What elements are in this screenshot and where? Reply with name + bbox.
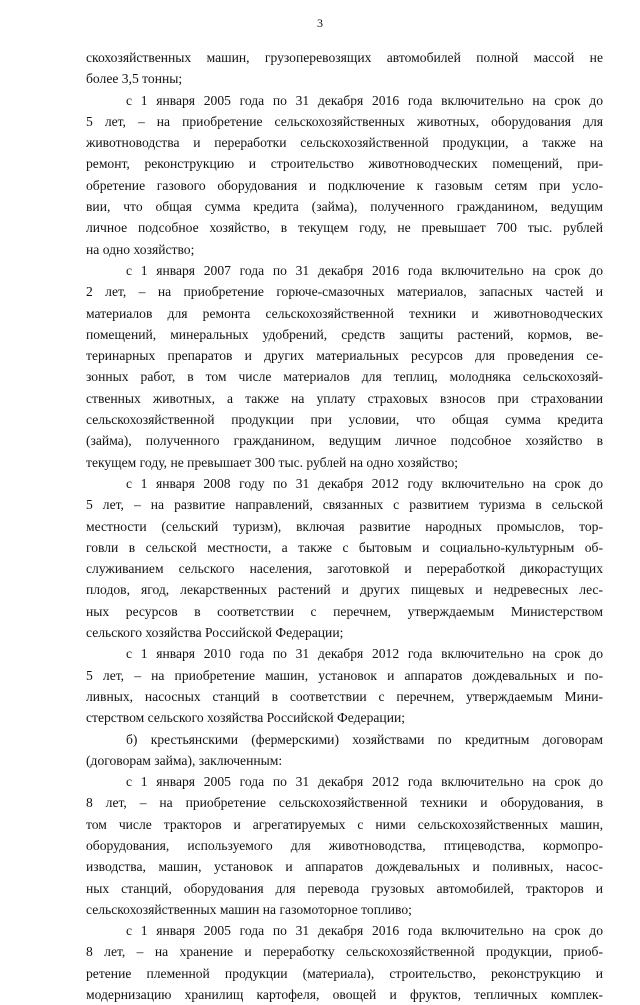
text-line: том числе тракторов и агрегатируемых с ними сельскохозяйственных машин,	[86, 816, 603, 832]
text-line: личное подсобное хозяйство, в текущем году, не превышает 700 тыс. рублей	[86, 220, 603, 236]
text-line: 2 лет, – на приобретение горюче-смазочных материалов, запасных частей и	[86, 284, 603, 300]
text-line: говли в сельской местности, а также с бытовым и социально-культурным об-	[86, 539, 603, 555]
text-line: более 3,5 тонны;	[86, 71, 183, 87]
text-line: с 1 января 2010 года по 31 декабря 2012 года включительно на срок до	[126, 646, 603, 662]
text-line: (займа), полученного гражданином, ведущим личное подсобное хозяйство в	[86, 433, 603, 449]
text-line: местности (сельский туризм), включая развитие народных промыслов, тор-	[86, 518, 603, 534]
page-number: 3	[317, 16, 323, 30]
text-line: сельскохозяйственных машин на газомоторное топливо;	[86, 901, 412, 917]
text-line: плодов, ягод, лекарственных растений и других пищевых и недревесных лес-	[86, 582, 603, 598]
text-line: материалов для ремонта сельскохозяйственной техники и животноводческих	[86, 305, 603, 321]
text-line: ретение племенной продукции (материала), строительство, реконструкцию и	[86, 965, 603, 981]
text-line: ных ресурсов в соответствии с перечнем, утверждаемым Министерством	[86, 603, 603, 619]
text-line: (договорам займа), заключенным:	[86, 752, 283, 768]
text-line: на одно хозяйство;	[86, 241, 195, 257]
text-line: обретение газового оборудования и подключение к газовым сетям при усло-	[86, 177, 603, 193]
text-line: помещений, минеральных удобрений, средств защиты растений, кормов, ве-	[86, 326, 603, 342]
text-line: скохозяйственных машин, грузоперевозящих автомобилей полной массой не	[86, 50, 603, 65]
text-line: ремонт, реконструкцию и строительство животноводческих помещений, при-	[86, 156, 603, 172]
text-line: ственных животных, а также на уплату страховых взносов при страховании	[86, 390, 603, 406]
text-line: зонных работ, в том числе материалов для теплиц, молодняка сельскохозяй-	[86, 369, 603, 385]
text-line: с 1 января 2008 году по 31 декабря 2012 году включительно на срок до	[126, 475, 603, 491]
text-line: оборудования, используемого для животноводства, птицеводства, кормопро-	[86, 837, 603, 853]
text-line: вии, что общая сумма кредита (займа), полученного гражданином, ведущим	[86, 199, 603, 215]
text-line: сельского хозяйства Российской Федерации;	[86, 625, 344, 641]
text-line: 8 лет, – на хранение и переработку сельскохозяйственной продукции, приоб-	[86, 944, 603, 960]
text-line: служиванием сельского населения, заготовкой и переработкой дикорастущих	[86, 561, 603, 577]
text-line: 5 лет, – на развитие направлений, связанных с развитием туризма в сельской	[86, 497, 603, 513]
text-line: теринарных препаратов и других материальных ресурсов для проведения се-	[86, 348, 603, 364]
text-line: 5 лет, – на приобретение машин, установок и аппаратов дождевальных и по-	[86, 667, 603, 683]
text-line: модернизацию хранилищ картофеля, овощей и фруктов, тепличных комплек-	[86, 987, 603, 1003]
text-line: 5 лет, – на приобретение сельскохозяйственных животных, оборудования для	[86, 113, 603, 129]
text-line: 8 лет, – на приобретение сельскохозяйственной техники и оборудования, в	[86, 795, 603, 811]
text-line: с 1 января 2005 года по 31 декабря 2016 года включительно на срок до	[126, 92, 603, 108]
text-line: с 1 января 2005 года по 31 декабря 2016 года включительно на срок до	[126, 923, 603, 939]
text-line: текущем году, не превышает 300 тыс. рублей на одно хозяйство;	[86, 454, 459, 470]
text-line: с 1 января 2007 года по 31 декабря 2016 года включительно на срок до	[126, 262, 603, 278]
text-line: сельскохозяйственной продукции при условии, что общая сумма кредита	[86, 412, 603, 428]
text-line: животноводства и переработки сельскохозяйственной продукции, а также на	[86, 135, 603, 151]
text-line: б) крестьянскими (фермерскими) хозяйствами по кредитным договорам	[126, 731, 603, 747]
text-line: с 1 января 2005 года по 31 декабря 2012 года включительно на срок до	[126, 774, 603, 790]
text-line: ных станций, оборудования для перевода грузовых автомобилей, тракторов и	[86, 880, 603, 896]
text-line: стерством сельского хозяйства Российской Федерации;	[86, 710, 406, 726]
text-line: ливных, насосных станций в соответствии с перечнем, утверждаемым Мини-	[86, 688, 603, 704]
text-line: изводства, машин, установок и аппаратов дождевальных и поливных, насос-	[86, 859, 603, 875]
document-body	[86, 47, 603, 1005]
